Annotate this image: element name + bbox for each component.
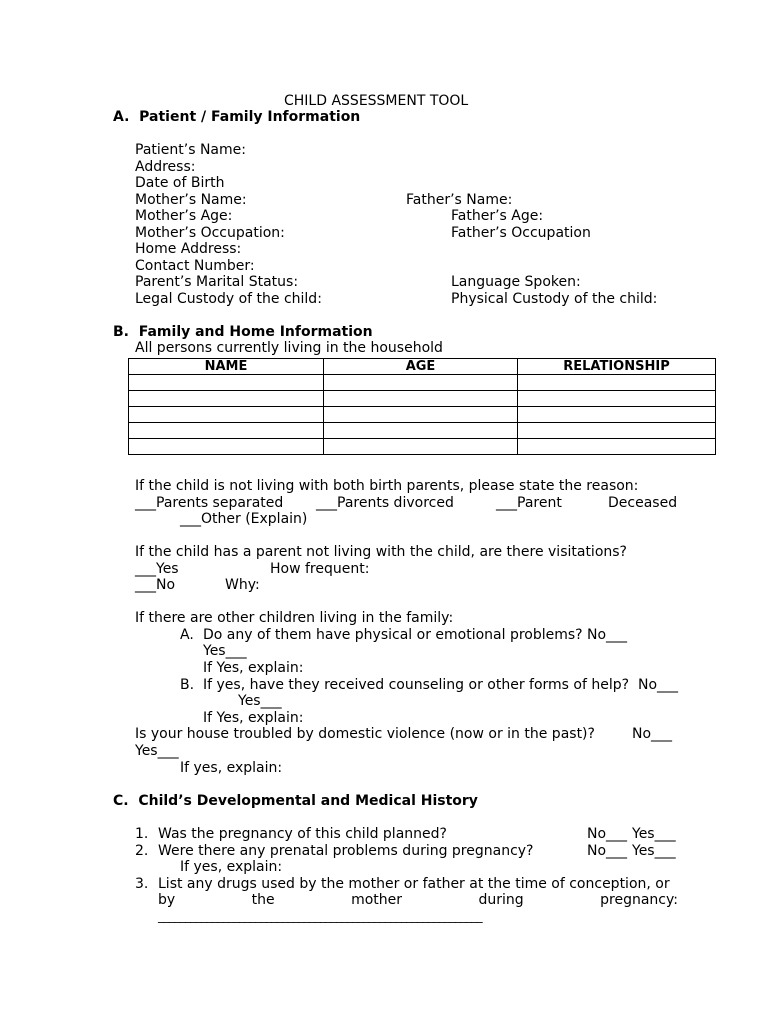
relationship-cell[interactable] (518, 391, 716, 407)
question-3-line2 (158, 892, 678, 909)
question-3-line1: List any drugs used by the mother or father at the time of conception, or (158, 876, 670, 892)
option-parent-deceased[interactable]: ___Parent (496, 495, 562, 511)
relationship-cell[interactable] (518, 439, 716, 455)
age-column-header: AGE (324, 359, 518, 375)
option-other-explain[interactable]: ___Other (Explain) (180, 511, 308, 527)
question-b-text: If yes, have they received counseling or other forms of help? (203, 677, 630, 693)
question-b-explain: If Yes, explain: (203, 710, 304, 726)
name-cell[interactable] (129, 423, 324, 439)
age-cell[interactable] (324, 423, 518, 439)
table-row (129, 423, 716, 439)
relationship-column-header: RELATIONSHIP (518, 359, 716, 375)
dob-label: Date of Birth (135, 175, 225, 191)
how-frequent-label: How frequent: (270, 561, 370, 577)
visitation-yes[interactable]: ___Yes (135, 561, 179, 577)
table-row (129, 375, 716, 391)
question-3-answer-blank[interactable]: ____________________________________________________________ (158, 909, 483, 923)
question-b-yes[interactable]: Yes___ (238, 693, 282, 709)
table-row (129, 407, 716, 423)
question-1-yes[interactable]: Yes___ (632, 826, 676, 842)
age-cell[interactable] (324, 407, 518, 423)
question-3-word: during (478, 892, 524, 908)
relationship-cell[interactable] (518, 423, 716, 439)
question-a-text: Do any of them have physical or emotional problems? (203, 627, 583, 643)
domestic-violence-no[interactable]: No___ (632, 726, 673, 742)
mother-occupation-label: Mother’s Occupation: (135, 225, 285, 241)
name-cell[interactable] (129, 439, 324, 455)
age-cell[interactable] (324, 391, 518, 407)
question-b-no[interactable]: No___ (638, 677, 679, 693)
name-column-header: NAME (129, 359, 324, 375)
visitation-no[interactable]: ___No (135, 577, 176, 593)
question-1-text: Was the pregnancy of this child planned? (158, 826, 447, 842)
question-2-explain: If yes, explain: (180, 859, 283, 875)
question-3-word: mother (351, 892, 403, 908)
relationship-cell[interactable] (518, 407, 716, 423)
option-parents-divorced[interactable]: ___Parents divorced (316, 495, 454, 511)
home-address-label: Home Address: (135, 241, 242, 257)
address-label: Address: (135, 159, 196, 175)
household-caption: All persons currently living in the household (135, 340, 443, 356)
question-a-explain: If Yes, explain: (203, 660, 304, 676)
section-a-heading: A. Patient / Family Information (113, 109, 361, 125)
question-3-word: pregnancy: (600, 892, 678, 908)
question-2-text: Were there any prenatal problems during pregnancy? (158, 843, 534, 859)
option-deceased-label: Deceased (608, 495, 678, 511)
relationship-cell[interactable] (518, 375, 716, 391)
father-name-label: Father’s Name: (406, 192, 513, 208)
name-cell[interactable] (129, 407, 324, 423)
contact-number-label: Contact Number: (135, 258, 255, 274)
question-2-number: 2. (135, 843, 149, 859)
father-occupation-label: Father’s Occupation (451, 225, 591, 241)
question-1-no[interactable]: No___ (587, 826, 628, 842)
question-a-letter: A. (180, 627, 194, 643)
question-1-number: 1. (135, 826, 149, 842)
document-title: CHILD ASSESSMENT TOOL (284, 93, 469, 109)
physical-custody-label: Physical Custody of the child: (451, 291, 658, 307)
name-cell[interactable] (129, 391, 324, 407)
table-header-row (129, 359, 716, 375)
question-2-no[interactable]: No___ (587, 843, 628, 859)
domestic-violence-question: Is your house troubled by domestic violence (now or in the past)? (135, 726, 595, 742)
age-cell[interactable] (324, 439, 518, 455)
option-parents-separated[interactable]: ___Parents separated (135, 495, 284, 511)
language-spoken-label: Language Spoken: (451, 274, 581, 290)
patient-name-label: Patient’s Name: (135, 142, 246, 158)
other-children-question: If there are other children living in the family: (135, 610, 454, 626)
marital-status-label: Parent’s Marital Status: (135, 274, 299, 290)
question-2-yes[interactable]: Yes___ (632, 843, 676, 859)
question-3-word: by (158, 892, 176, 908)
household-table (128, 358, 716, 455)
section-b-heading: B. Family and Home Information (113, 324, 373, 340)
mother-age-label: Mother’s Age: (135, 208, 233, 224)
not-living-question: If the child is not living with both birth parents, please state the reason: (135, 478, 639, 494)
section-c-heading: C. Child’s Developmental and Medical History (113, 793, 478, 809)
question-3-number: 3. (135, 876, 149, 892)
domestic-violence-yes[interactable]: Yes___ (135, 743, 179, 759)
age-cell[interactable] (324, 375, 518, 391)
father-age-label: Father’s Age: (451, 208, 544, 224)
why-label: Why: (225, 577, 260, 593)
question-3-word: the (251, 892, 275, 908)
question-b-letter: B. (180, 677, 195, 693)
table-row (129, 439, 716, 455)
visitation-question: If the child has a parent not living with the child, are there visitations? (135, 544, 627, 560)
table-row (129, 391, 716, 407)
legal-custody-label: Legal Custody of the child: (135, 291, 322, 307)
mother-name-label: Mother’s Name: (135, 192, 247, 208)
question-a-yes[interactable]: Yes___ (203, 643, 247, 659)
question-a-no[interactable]: No___ (587, 627, 628, 643)
name-cell[interactable] (129, 375, 324, 391)
domestic-violence-explain: If yes, explain: (180, 760, 283, 776)
